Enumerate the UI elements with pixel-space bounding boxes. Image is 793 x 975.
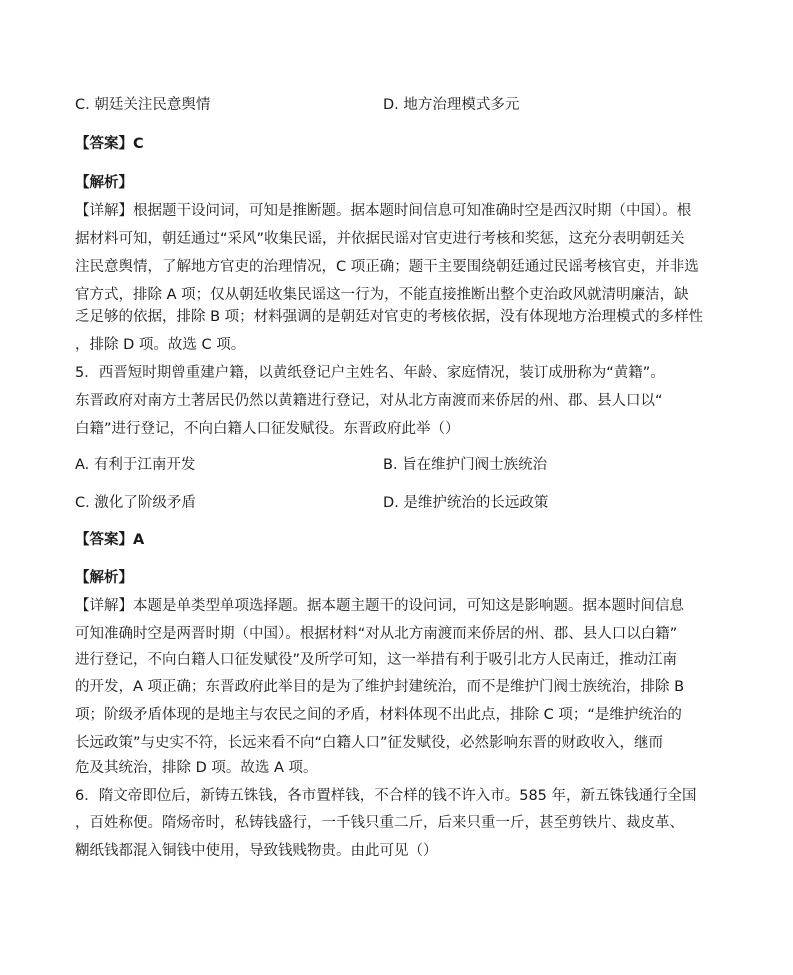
q6-stem-line: ，百姓称便。隋炀帝时，私铸钱盛行，一千钱只重二斤，后来只重一斤，甚至剪铁片、裁皮革、 xyxy=(75,815,684,831)
q4-analysis-line: ，排除 D 项。故选 C 项。 xyxy=(75,337,246,353)
q5-option-a: A. 有利于江南开发 xyxy=(75,457,196,473)
q5-option-c: C. 激化了阶级矛盾 xyxy=(75,495,196,511)
q4-analysis-line: 乏足够的依据，排除 B 项；材料强调的是朝廷对官吏的考核依据，没有体现地方治理模式的多样性 xyxy=(75,309,704,325)
q5-option-b: B. 旨在维护门阀士族统治 xyxy=(383,457,548,473)
q5-stem-line: 白籍”进行登记，不向白籍人口征发赋役。东晋政府此举（） xyxy=(75,421,460,437)
q4-analysis-heading: 【解析】 xyxy=(75,175,133,191)
q5-analysis-heading: 【解析】 xyxy=(75,570,133,586)
q5-analysis-line: 可知准确时空是两晋时期（中国）。根据材料“对从北方南渡而来侨居的州、郡、县人口以白籍” xyxy=(75,626,678,642)
q4-analysis-line: 注民意舆情，了解地方官吏的治理情况，C 项正确；题干主要围绕朝廷通过民谣考核官吏，并非选 xyxy=(75,259,699,275)
q4-answer: 【答案】C xyxy=(75,136,144,152)
q5-analysis-line: 【详解】本题是单类型单项选择题。据本题主题干的设问词，可知这是影响题。据本题时间信息 xyxy=(75,598,684,614)
q5-analysis-line: 危及其统治，排除 D 项。故选 A 项。 xyxy=(75,760,318,776)
q5-analysis-line: 的开发，A 项正确；东晋政府此举目的是为了维护封建统治，而不是维护门阀士族统治，排除 B xyxy=(75,679,685,695)
q5-analysis-line: 进行登记，不向白籍人口征发赋役”及所学可知，这一举措有利于吸引北方人民南迁，推动江南 xyxy=(75,652,678,668)
q5-analysis-line: 长远政策”与史实不符，长远来看不向“白籍人口”征发赋役，必然影响东晋的财政收入，继而 xyxy=(75,735,664,751)
q6-stem-line: 糊纸钱都混入铜钱中使用，导致钱贱物贵。由此可见（） xyxy=(75,843,438,859)
q4-analysis-line: 官方式，排除 A 项；仅从朝廷收集民谣这一行为，不能直接推断出整个吏治政风就清明廉洁，缺 xyxy=(75,287,689,303)
q4-analysis-line: 【详解】根据题干设问词，可知是推断题。据本题时间信息可知准确时空是西汉时期（中国）。根 xyxy=(75,203,692,219)
q4-option-d: D. 地方治理模式多元 xyxy=(383,97,520,113)
q5-option-d: D. 是维护统治的长远政策 xyxy=(383,495,549,511)
q5-stem-line: 东晋政府对南方土著居民仍然以黄籍进行登记，对从北方南渡而来侨居的州、郡、县人口以“ xyxy=(75,393,663,409)
q6-stem-line: 6．隋文帝即位后，新铸五铢钱，各市置样钱，不合样的钱不许入市。585 年，新五铢钱通行全国 xyxy=(75,788,697,804)
q5-stem-line: 5．西晋短时期曾重建户籍，以黄纸登记户主姓名、年龄、家庭情况，装订成册称为“黄籍”。 xyxy=(75,365,665,381)
q5-analysis-line: 项；阶级矛盾体现的是地主与农民之间的矛盾，材料体现不出此点，排除 C 项；“是维护统治的 xyxy=(75,707,682,723)
q4-analysis-line: 据材料可知，朝廷通过“采风”收集民谣，并依据民谣对官吏进行考核和奖惩，这充分表明朝廷关 xyxy=(75,231,685,247)
q4-option-c: C. 朝廷关注民意舆情 xyxy=(75,97,211,113)
q5-answer: 【答案】A xyxy=(75,532,145,548)
